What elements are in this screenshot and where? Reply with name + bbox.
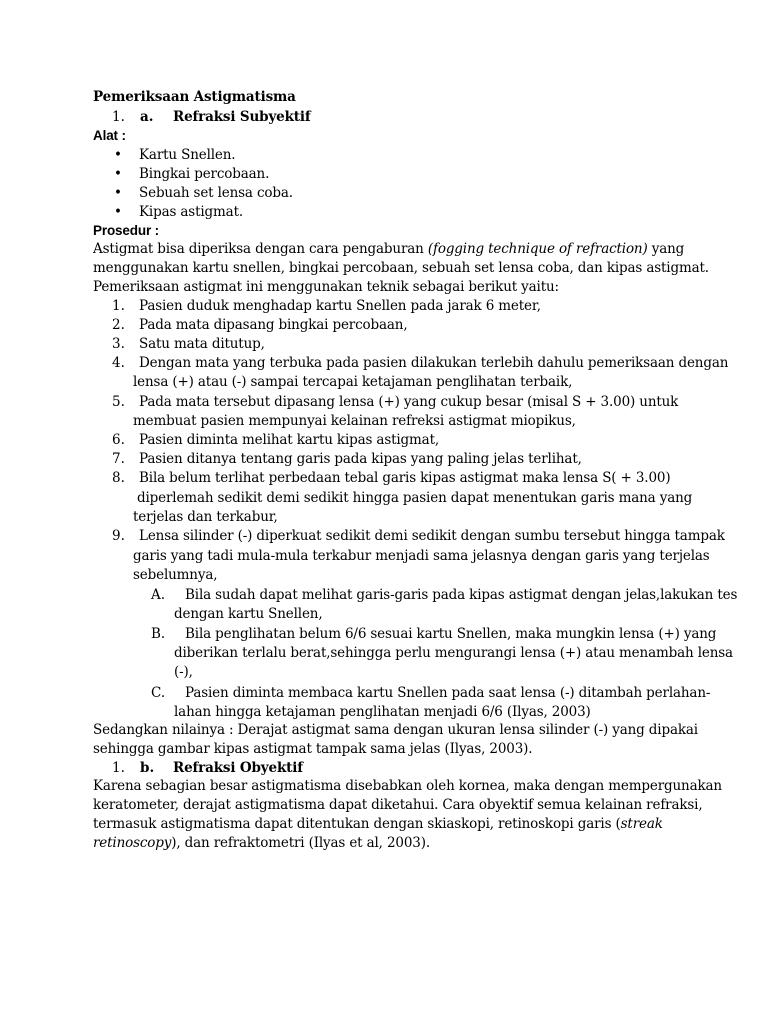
bullet-icon: •: [114, 204, 122, 220]
step-number: 6.: [112, 432, 125, 448]
step-number: 9.: [112, 528, 125, 544]
substep-letter: C.: [151, 685, 166, 701]
step-text: lensa (+) atau (-) sampai tercapai ketajaman penglihatan terbaik,: [133, 374, 573, 390]
section-b-number: 1.: [112, 760, 125, 776]
step-text: Pasien diminta melihat kartu kipas astigmat,: [139, 432, 439, 448]
alat-item: Kipas astigmat.: [139, 204, 243, 220]
intro-line: menggunakan kartu snellen, bingkai percobaan, sebuah set lensa coba, dan kipas astigmat.: [93, 260, 709, 276]
step-text: membuat pasien mempunyai kelainan refreksi astigmat miopikus,: [133, 413, 576, 429]
step-number: 4.: [112, 355, 125, 371]
step-text: diperlemah sedikit demi sedikit hingga pasien dapat menentukan garis mana yang: [137, 490, 693, 506]
substep-text: Pasien diminta membaca kartu Snellen pada saat lensa (-) ditambah perlahan-: [185, 685, 711, 701]
intro-line: Astigmat bisa diperiksa dengan cara pengaburan (fogging technique of refraction) yang: [93, 241, 685, 257]
step-number: 3.: [112, 336, 125, 352]
conclusion-line: sehingga gambar kipas astigmat tampak sama jelas (Ilyas, 2003).: [93, 741, 533, 757]
prosedur-label: Prosedur :: [93, 223, 160, 238]
substep-text: (-),: [174, 664, 193, 680]
substep-letter: B.: [151, 626, 166, 642]
substep-text: lahan hingga ketajaman penglihatan menjadi 6/6 (Ilyas, 2003): [174, 704, 591, 720]
step-text: Pasien duduk menghadap kartu Snellen pada jarak 6 meter,: [139, 298, 541, 314]
section-a-number: 1.: [112, 109, 125, 125]
step-number: 8.: [112, 470, 125, 486]
step-text: Pasien ditanya tentang garis pada kipas yang paling jelas terlihat,: [139, 451, 582, 467]
step-text: Dengan mata yang terbuka pada pasien dilakukan terlebih dahulu pemeriksaan dengan: [139, 355, 729, 371]
alat-label: Alat :: [93, 128, 126, 143]
step-text: terjelas dan terkabur,: [133, 509, 278, 525]
objective-line: Karena sebagian besar astigmatisma disebabkan oleh kornea, maka dengan mempergunakan: [93, 778, 722, 794]
bullet-icon: •: [114, 166, 122, 182]
substep-letter: A.: [151, 587, 166, 603]
step-number: 7.: [112, 451, 125, 467]
bullet-icon: •: [114, 185, 122, 201]
substep-text: diberikan terlalu berat,sehingga perlu mengurangi lensa (+) atau menambah lensa: [174, 645, 733, 661]
step-number: 2.: [112, 317, 125, 333]
substep-text: dengan kartu Snellen,: [174, 606, 323, 622]
intro-line: Pemeriksaan astigmat ini menggunakan teknik sebagai berikut yaitu:: [93, 279, 559, 295]
substep-text: Bila penglihatan belum 6/6 sesuai kartu Snellen, maka mungkin lensa (+) yang: [185, 626, 717, 642]
section-b-letter: b.: [140, 760, 155, 776]
step-text: Pada mata tersebut dipasang lensa (+) yang cukup besar (misal S + 3.00) untuk: [139, 394, 679, 410]
section-a-letter: a.: [140, 109, 154, 125]
step-text: Bila belum terlihat perbedaan tebal garis kipas astigmat maka lensa S( + 3.00): [139, 470, 671, 486]
step-text: garis yang tadi mula-mula terkabur menjadi sama jelasnya dengan garis yang terjelas: [133, 548, 710, 564]
alat-item: Kartu Snellen.: [139, 147, 236, 163]
section-b-heading: Refraksi Obyektif: [173, 760, 303, 776]
document-title: Pemeriksaan Astigmatisma: [93, 89, 296, 105]
alat-item: Bingkai percobaan.: [139, 166, 270, 182]
section-a-heading: Refraksi Subyektif: [173, 109, 311, 125]
step-number: 1.: [112, 298, 125, 314]
conclusion-line: Sedangkan nilainya : Derajat astigmat sama dengan ukuran lensa silinder (-) yang dipakai: [93, 722, 698, 738]
alat-item: Sebuah set lensa coba.: [139, 185, 293, 201]
step-text: sebelumnya,: [133, 567, 218, 583]
objective-line: retinoscopy), dan refraktometri (Ilyas et al, 2003).: [93, 835, 430, 851]
step-text: Pada mata dipasang bingkai percobaan,: [139, 317, 408, 333]
step-number: 5.: [112, 394, 125, 410]
step-text: Lensa silinder (-) diperkuat sedikit demi sedikit dengan sumbu tersebut hingga tampak: [139, 528, 725, 544]
bullet-icon: •: [114, 147, 122, 163]
substep-text: Bila sudah dapat melihat garis-garis pada kipas astigmat dengan jelas,lakukan tes: [185, 587, 738, 603]
objective-line: keratometer, derajat astigmatisma dapat diketahui. Cara obyektif semua kelainan refraksi,: [93, 797, 703, 813]
step-text: Satu mata ditutup,: [139, 336, 265, 352]
objective-line: termasuk astigmatisma dapat ditentukan dengan skiaskopi, retinoskopi garis (streak: [93, 816, 663, 832]
